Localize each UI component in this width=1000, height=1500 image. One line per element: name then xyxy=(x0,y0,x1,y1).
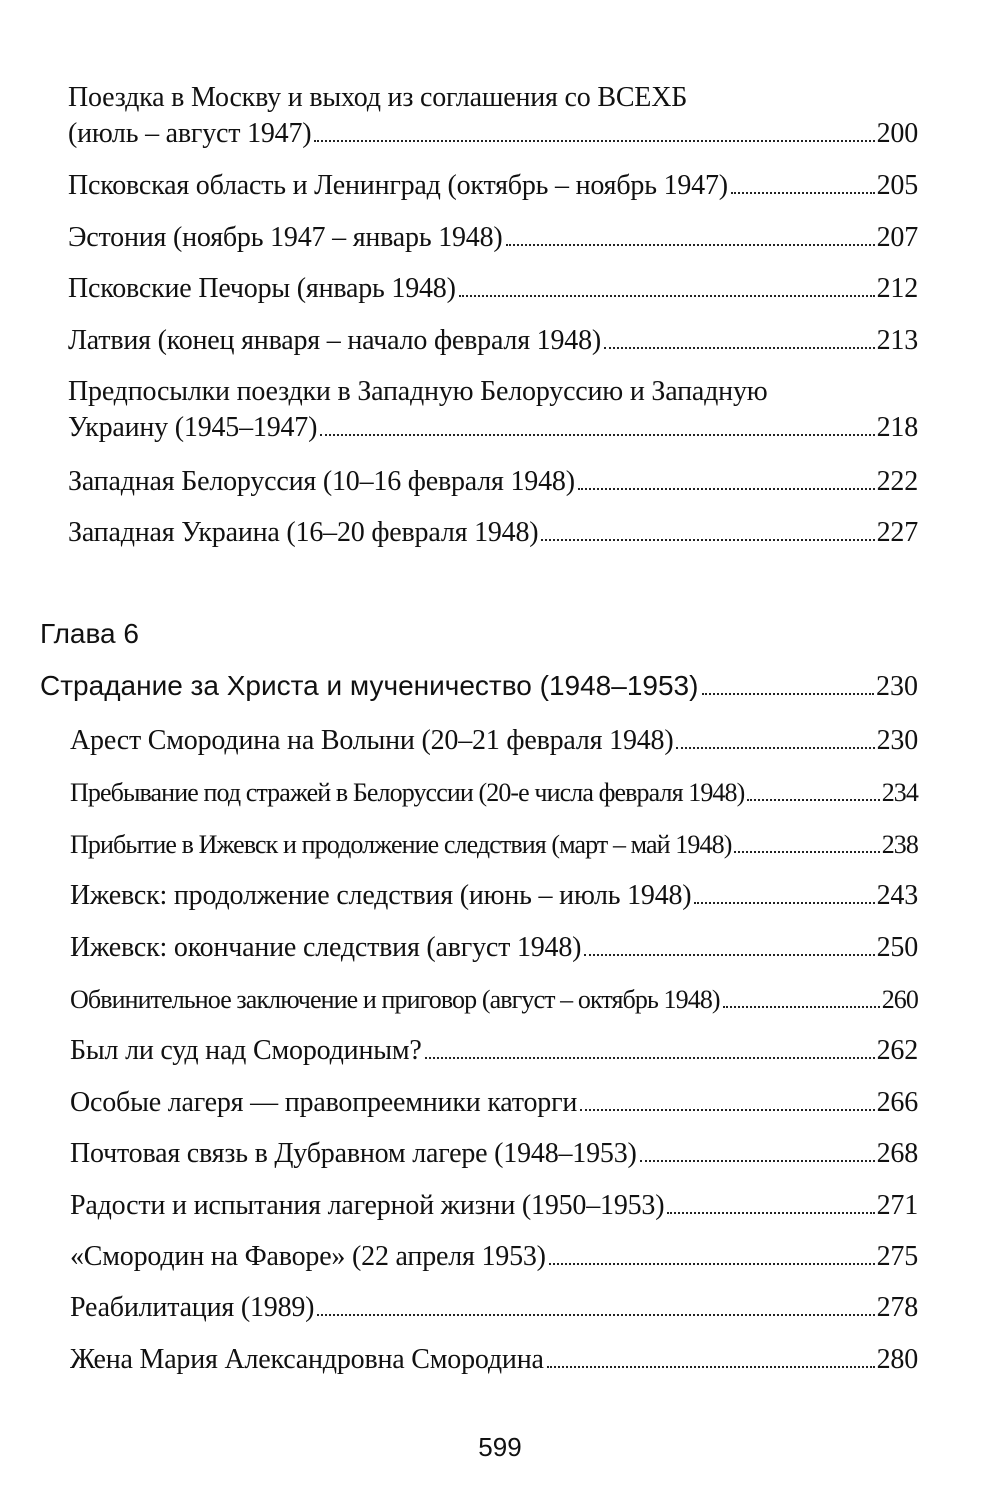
toc-entry xyxy=(68,374,918,446)
leader-dots xyxy=(506,244,875,246)
toc-entry-title: Жена Мария Александровна Смородина xyxy=(70,1344,544,1375)
toc-entry-title: Украину (1945–1947) xyxy=(68,412,318,443)
leader-dots xyxy=(702,693,874,695)
toc-entry xyxy=(70,775,918,811)
toc-entry-line: Предпосылки поездки в Западную Белоруссию и Западную xyxy=(68,376,768,407)
toc-entry-page: 222 xyxy=(876,466,918,497)
chapter-label: Глава 6 xyxy=(40,618,139,649)
toc-entry xyxy=(70,982,918,1018)
toc-entry xyxy=(68,168,918,204)
toc-entry-title: Пребывание под стражей в Белоруссии (20-е числа февраля 1948) xyxy=(70,778,745,807)
toc-entry xyxy=(70,1290,918,1326)
toc-entry xyxy=(68,464,918,500)
toc-entry xyxy=(70,1033,918,1069)
toc-entry-title: «Смородин на Фаворе» (22 апреля 1953) xyxy=(70,1241,546,1272)
chapter-title-text: Страдание за Христа и мученичество (1948–1953) xyxy=(40,670,699,701)
toc-entry xyxy=(70,1342,918,1378)
page-number: 599 xyxy=(478,1432,522,1462)
toc-entry-page: 275 xyxy=(876,1241,918,1272)
toc-entry-page: 200 xyxy=(876,118,918,149)
toc-entry-title: Ижевск: продолжение следствия (июнь – июль 1948) xyxy=(70,880,692,911)
toc-entry-page: 262 xyxy=(876,1035,918,1066)
leader-dots xyxy=(425,1057,875,1059)
leader-dots xyxy=(640,1160,875,1162)
toc-entry-title: Радости и испытания лагерной жизни (1950–1953) xyxy=(70,1190,665,1221)
toc-entry-title: (июль – август 1947) xyxy=(68,118,312,149)
toc-entry-page: 280 xyxy=(876,1344,918,1375)
toc-entry-line: Поездка в Москву и выход из соглашения со ВСЕХБ xyxy=(68,82,688,113)
toc-entry-page: 266 xyxy=(876,1087,918,1118)
toc-entry xyxy=(70,1136,918,1172)
toc-entry xyxy=(70,1188,918,1224)
toc-entry-page: 260 xyxy=(881,985,918,1014)
toc-entry-title: Ижевск: окончание следствия (август 1948) xyxy=(70,932,582,963)
toc-entry-title: Особые лагеря — правопреемники каторги xyxy=(70,1087,578,1118)
leader-dots xyxy=(731,192,875,194)
leader-dots xyxy=(584,954,874,956)
leader-dots xyxy=(459,295,875,297)
leader-dots xyxy=(604,347,875,349)
toc-entry-page: 243 xyxy=(876,880,918,911)
leader-dots xyxy=(317,1314,874,1316)
toc-entry-page: 230 xyxy=(876,725,918,756)
toc-entry xyxy=(68,271,918,307)
toc-entry-page: 238 xyxy=(881,830,918,859)
toc-entry-page: 212 xyxy=(876,273,918,304)
leader-dots xyxy=(723,1006,880,1008)
toc-entry-page: 205 xyxy=(876,170,918,201)
toc-entry-page: 213 xyxy=(876,325,918,356)
toc-entry-title: Почтовая связь в Дубравном лагере (1948–1953) xyxy=(70,1138,637,1169)
leader-dots xyxy=(549,1263,875,1265)
toc-entry-page: 271 xyxy=(876,1190,918,1221)
toc-entry xyxy=(70,1239,918,1275)
toc-entry-title: Прибытие в Ижевск и продолжение следствия (март – май 1948) xyxy=(70,830,732,859)
toc-entry-title: Западная Белоруссия (10–16 февраля 1948) xyxy=(68,466,575,497)
toc-entry xyxy=(70,1085,918,1121)
leader-dots xyxy=(541,539,874,541)
toc-entry-title: Арест Смородина на Волыни (20–21 февраля 1948) xyxy=(70,725,674,756)
toc-entry-page: 234 xyxy=(881,778,918,807)
toc-entry-title: Псковская область и Ленинград (октябрь – ноябрь 1947) xyxy=(68,170,728,201)
toc-entry xyxy=(70,878,918,914)
chapter-title xyxy=(40,668,918,705)
toc-entry-title: Реабилитация (1989) xyxy=(70,1292,315,1323)
leader-dots xyxy=(667,1212,874,1214)
toc-entry xyxy=(70,930,918,966)
toc-entry xyxy=(68,323,918,359)
toc-entry xyxy=(68,80,918,152)
toc-entry-page: 227 xyxy=(876,517,918,548)
toc-entry-title: Был ли суд над Смородиным? xyxy=(70,1035,422,1066)
leader-dots xyxy=(314,140,874,142)
toc-entry-page: 250 xyxy=(876,932,918,963)
leader-dots xyxy=(747,799,879,801)
toc-entry-title: Латвия (конец января – начало февраля 1948) xyxy=(68,325,601,356)
leader-dots xyxy=(580,1109,874,1111)
toc-entry-title: Обвинительное заключение и приговор (август – октябрь 1948) xyxy=(70,985,720,1014)
leader-dots xyxy=(578,488,875,490)
toc-entry-title: Псковские Печоры (январь 1948) xyxy=(68,273,456,304)
toc-entry-page: 278 xyxy=(876,1292,918,1323)
leader-dots xyxy=(676,747,874,749)
toc-entry xyxy=(68,220,918,256)
leader-dots xyxy=(734,851,879,853)
toc-entry-page: 268 xyxy=(876,1138,918,1169)
chapter-title-page: 230 xyxy=(876,671,918,702)
toc-entry-page: 207 xyxy=(876,222,918,253)
leader-dots xyxy=(320,434,874,436)
toc-entry-page: 218 xyxy=(876,412,918,443)
toc-entry xyxy=(70,723,918,759)
toc-entry-title: Эстония (ноябрь 1947 – январь 1948) xyxy=(68,222,503,253)
toc-entry-title: Западная Украина (16–20 февраля 1948) xyxy=(68,517,539,548)
leader-dots xyxy=(547,1366,875,1368)
toc-entry xyxy=(70,827,918,863)
leader-dots xyxy=(694,902,874,904)
toc-entry xyxy=(68,515,918,551)
